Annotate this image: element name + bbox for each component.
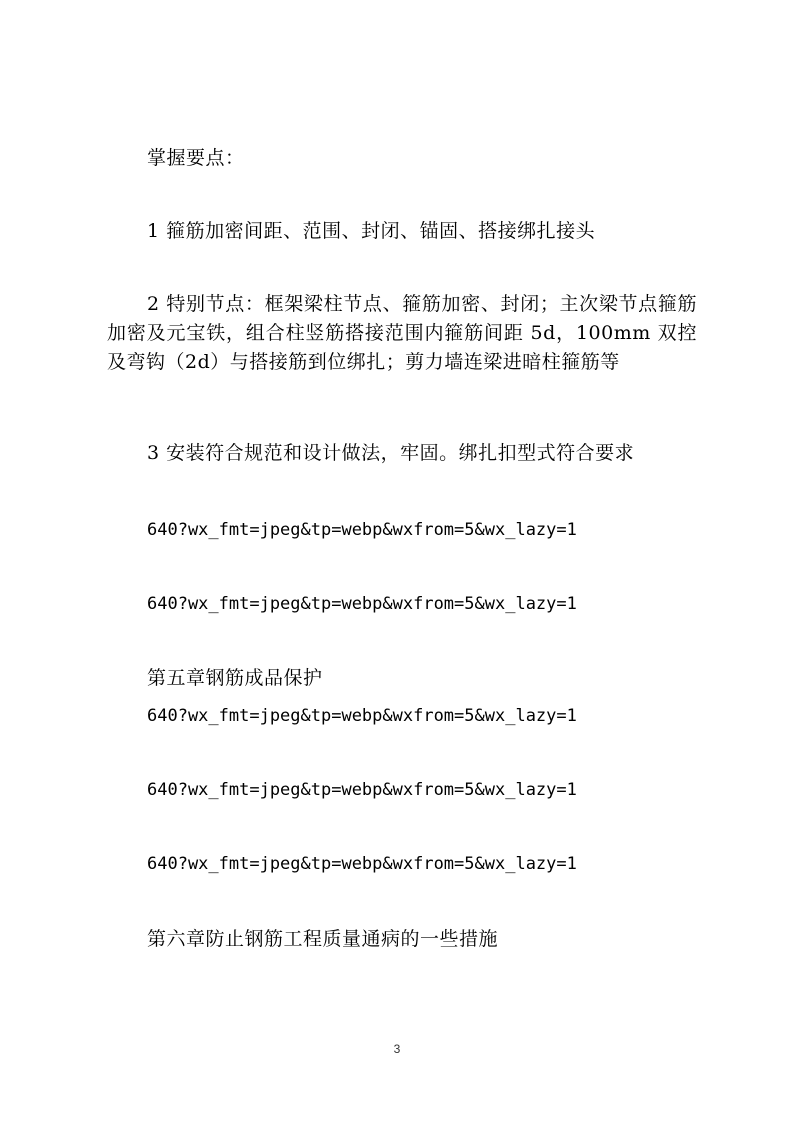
key-points-heading: 掌握要点：: [147, 147, 245, 169]
point-1-text: 1 箍筋加密间距、范围、封闭、锚固、搭接绑扎接头: [147, 220, 596, 242]
point-2-paragraph: 2 特别节点：框架梁柱节点、箍筋加密、封闭；主次梁节点箍筋加密及元宝铁，组合柱竖筋搭接范围内箍筋间距 5d，100mm 双控及弯钩（2d）与搭接筋到位绑扎；剪力墙连梁进暗柱箍筋等: [107, 293, 697, 373]
image-placeholder-text: 640?wx_fmt=jpeg&tp=webp&wxfrom=5&wx_lazy=1: [147, 594, 577, 614]
chapter-6-title: 第六章防止钢筋工程质量通病的一些措施: [147, 928, 499, 950]
image-placeholder-text: 640?wx_fmt=jpeg&tp=webp&wxfrom=5&wx_lazy=1: [147, 520, 577, 540]
page-number: 3: [393, 1042, 401, 1056]
image-placeholder-text: 640?wx_fmt=jpeg&tp=webp&wxfrom=5&wx_lazy=1: [147, 854, 577, 874]
point-3-text: 3 安装符合规范和设计做法，牢固。绑扎扣型式符合要求: [147, 442, 635, 464]
chapter-5-title: 第五章钢筋成品保护: [147, 667, 323, 689]
image-placeholder-text: 640?wx_fmt=jpeg&tp=webp&wxfrom=5&wx_lazy=1: [147, 706, 577, 726]
image-placeholder-text: 640?wx_fmt=jpeg&tp=webp&wxfrom=5&wx_lazy=1: [147, 780, 577, 800]
